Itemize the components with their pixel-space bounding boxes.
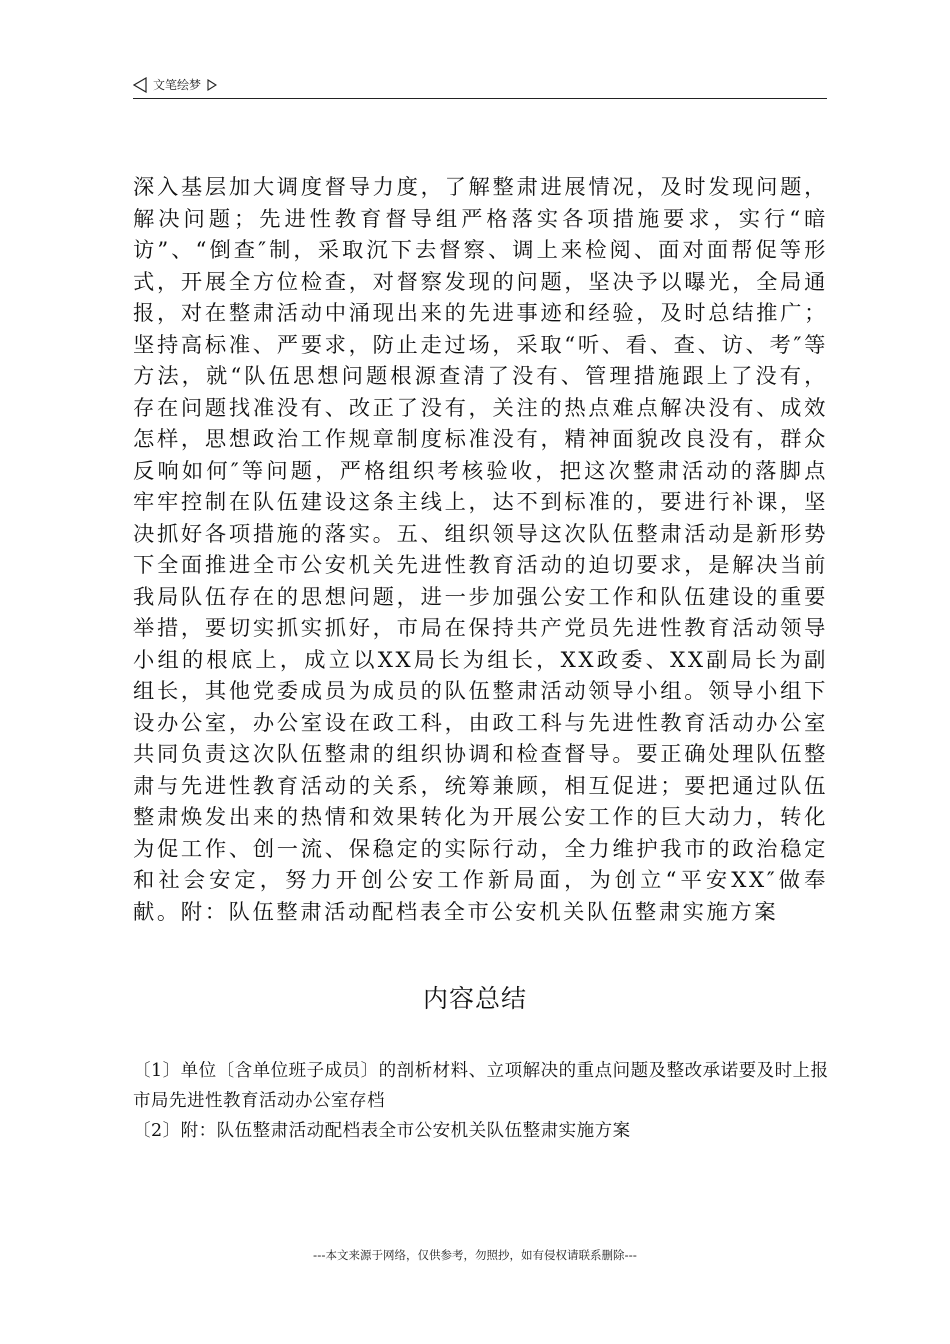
- summary-list: [133, 1056, 833, 1146]
- triangle-right-icon: [207, 79, 217, 91]
- summary-item: 〔2〕附：队伍整肃活动配档表全市公安机关队伍整肃实施方案: [133, 1121, 631, 1141]
- page-header: [133, 76, 827, 99]
- footer-disclaimer: ---本文来源于网络，仅供参考，勿照抄，如有侵权请联系删除---: [313, 1248, 637, 1262]
- summary-title: 内容总结: [422, 984, 527, 1013]
- summary-item: 〔1〕单位〔含单位班子成员〕的剖析材料、立项解决的重点问题及整改承诺要及时上报市局先进性教育活动办公室存档: [133, 1061, 829, 1111]
- triangle-left-icon: [133, 77, 147, 93]
- header-brand: 文笔绘梦: [153, 78, 202, 92]
- body-paragraph: 深入基层加大调度督导力度，了解整肃进展情况，及时发现问题，解决问题；先进性教育督导组严格落实各项措施要求，实行“暗访”、“倒查″制，采取沉下去督察、调上来检阅、面对面帮促等形式，开展全方位检查，对督察发现的问题，坚决予以曝光，全局通报，对在整肃活动中涌现出来的先进事迹和经验，及时总结推广；坚持高标准、严要求，防止走过场，采取“听、看、查、访、考″等方法，就“队伍思想问题根源查清了没有、管理措施跟上了没有，存在问题找准没有、改正了没有，关注的热点难点解决没有、成效怎样，思想政治工作规章制度标准没有，精神面貌改良没有，群众反响如何″等问题，严格组织考核验收，把这次整肃活动的落脚点牢牢控制在队伍建设这条主线上，达不到标准的，要进行补课，坚决抓好各项措施的落实。五、组织领导这次队伍整肃活动是新形势下全面推进全市公安机关先进性教育活动的迫切要求，是解决当前我局队伍存在的思想问题，进一步加强公安工作和队伍建设的重要举措，要切实抓实抓好，市局在保持共产党员先进性教育活动领导小组的根底上，成立以XX局长为组长，XX政委、XX副局长为副组长，其他党委成员为成员的队伍整肃活动领导小组。领导小组下设办公室，办公室设在政工科，由政工科与先进性教育活动办公室共同负责这次队伍整肃的组织协调和检查督导。要正确处理队伍整肃与先进性教育活动的关系，统筹兼顾，相互促进；要把通过队伍整肃焕发出来的热情和效果转化为开展公安工作的巨大动力，转化为促工作、创一流、保稳定的实际行动，全力维护我市的政治稳定和社会安定，努力开创公安工作新局面，为创立“平安XX″做奉献。附：队伍整肃活动配档表全市公安机关队伍整肃实施方案: [133, 175, 828, 925]
